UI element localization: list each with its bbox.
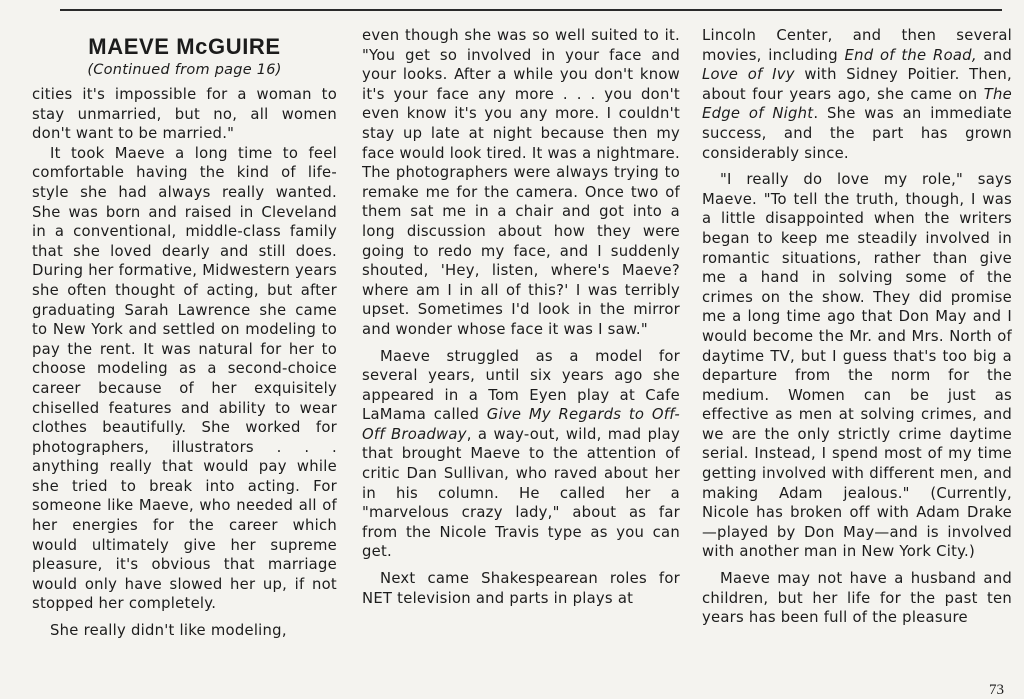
- page-number: 73: [989, 682, 1004, 698]
- article-title: MAEVE McGUIRE: [88, 34, 281, 59]
- text-run: and: [976, 46, 1012, 64]
- text-run: , a way-out, wild, mad play that brought Maeve to the attention of critic Dan Sullivan, who raved about her in his column. He called her a "marvelous crazy lady," about as far from the Nicole Travis type as you can get.: [362, 425, 680, 561]
- column-1: [32, 26, 337, 694]
- italic-title: End of the Road,: [844, 46, 977, 64]
- paragraph: It took Maeve a long time to feel comfortable having the kind of life-style she had always really wanted. She was born and raised in Cleveland in a conventional, middle-class family that she loved dearly and still does. During her formative, Midwestern years she often thought of acting, but after graduating Sarah Lawrence she came to New York and settled on modeling to pay the rent. It was natural for her to choose modeling as a second-choice career because of her exquisitely chiselled features and ability to wear clothes beautifully. She worked for photographers, illustrators . . . anything really that would pay while she tried to break into acting. For someone like Maeve, who needed all of her energies for the career which would ultimately give her supreme pleasure, it's obvious that marriage would only have slowed her up, if not stopped her completely.: [32, 144, 337, 613]
- paragraph: even though she was so well suited to it. "You get so involved in your face and your looks. After a while you don't know it's your face any more . . . you don't even know it's you any more. I couldn't stay up late at night because then my face would look tired. It was a nightmare. The photographers were always trying to remake me for the camera. Once two of them sat me in a chair and got into a long discussion about how they were going to redo my face, and I suddenly shouted, 'Hey, listen, where's Maeve? where am I in all of this?' I was terribly upset. Sometimes I'd look in the mirror and wonder whose face it was I saw.": [362, 27, 680, 338]
- top-rule: [60, 9, 1002, 11]
- italic-title: The Edge of Night: [702, 85, 1012, 123]
- paragraph: She really didn't like modeling,: [50, 622, 287, 640]
- paragraph: cities it's impossible for a woman to stay unmarried, but no, all women don't want to be married.": [32, 86, 337, 143]
- text-run: Maeve struggled as a model for several years, until six years ago she appeared in a Tom Eyen play at Cafe LaMama called: [362, 347, 680, 424]
- article-subtitle: (Continued from page 16): [87, 62, 282, 78]
- paragraph: "I really do love my role," says Maeve. "To tell the truth, though, I was a little disappointed when the writers began to keep me steadily involved in romantic situations, rather than give me a hand in solving some of the crimes on the show. They did promise me a long time ago that Don May and I would become the Mr. and Mrs. North of daytime TV, but I guess that's too big a departure from the norm for the medium. Women can be just as effective as men at solving crimes, and we are the only strictly crime daytime serial. Instead, I spend most of my time getting involved with different men, and making Adam jealous." (Currently, Nicole has broken off with Adam Drake—played by Don May—and is involved with another man in New York City.): [702, 171, 1012, 561]
- paragraph: Maeve may not have a husband and children, but her life for the past ten years has been full of the pleasure: [702, 570, 1012, 627]
- italic-title: Love of Ivy: [702, 66, 795, 84]
- text-run: with Sidney Poitier. Then, about four years ago, she came on: [702, 66, 1012, 103]
- column-3: [702, 26, 1012, 694]
- column-2: [362, 26, 680, 694]
- italic-title: Give My Regards to Off-Off Broadway: [362, 406, 680, 443]
- paragraph: [362, 347, 680, 563]
- text-run: . She was an immediate success, and the part has grown considerably since.: [702, 105, 1012, 162]
- text-run: Lincoln Center, and then several movies, including: [702, 27, 1012, 64]
- paragraph: Next came Shakespearean roles for NET television and parts in plays at: [362, 570, 680, 607]
- paragraph: [702, 26, 1012, 163]
